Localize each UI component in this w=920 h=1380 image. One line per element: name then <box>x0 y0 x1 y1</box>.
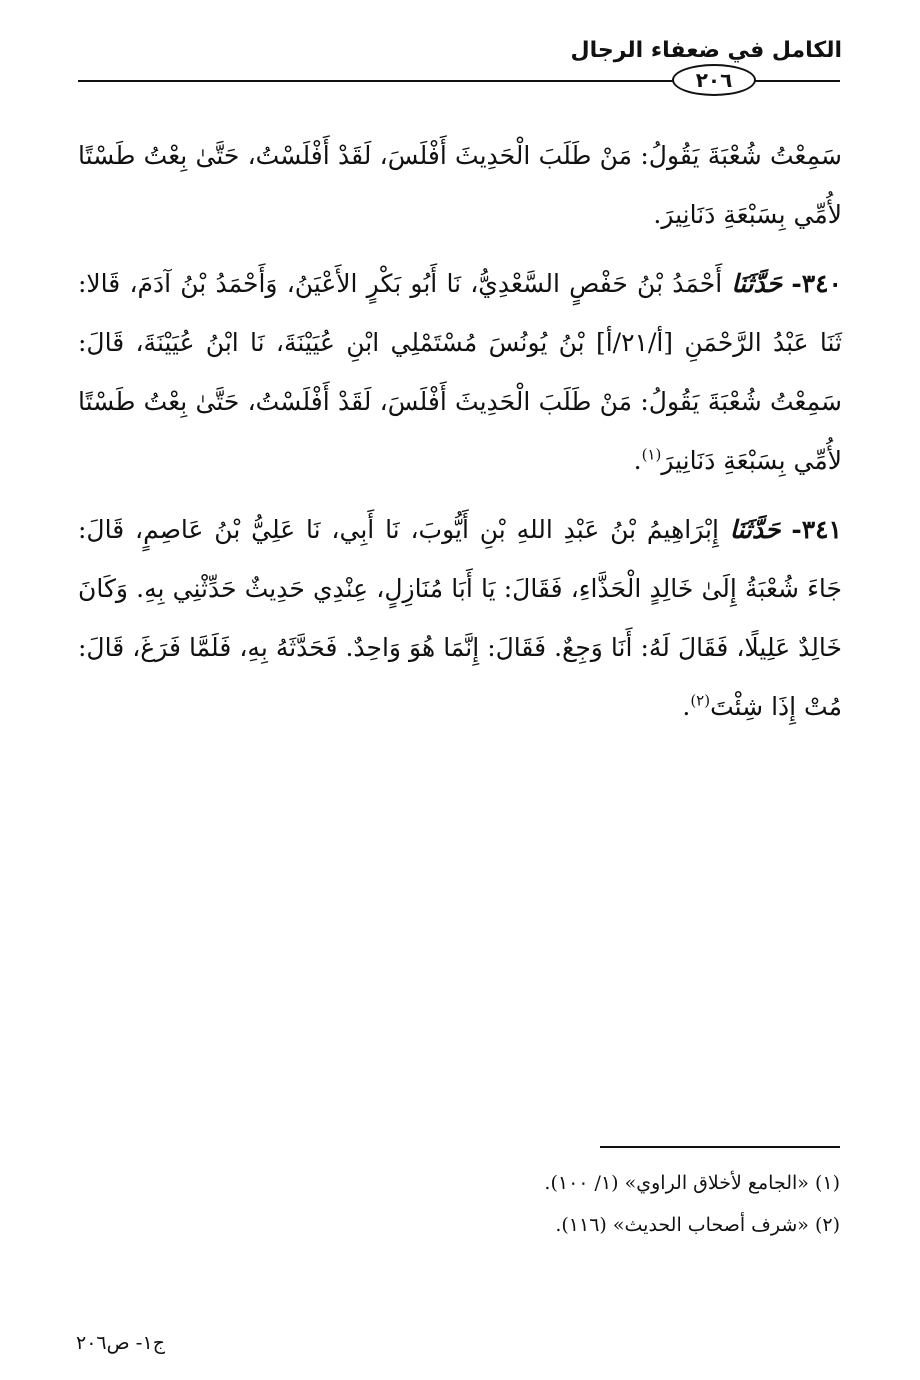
hadith-341 <box>78 500 842 736</box>
running-head-title: الكامل في ضعفاء الرجال <box>570 38 842 63</box>
main-text <box>78 126 842 746</box>
footnote-reference[interactable]: (١) <box>641 445 662 464</box>
page-number-badge: ٢٠٦ <box>672 64 756 96</box>
hadith-number: ٣٤١- <box>791 515 842 544</box>
footnote-separator <box>600 1146 840 1148</box>
footnotes <box>80 1162 840 1246</box>
hadith-340 <box>78 254 842 490</box>
sentence-end: . <box>682 692 691 721</box>
paragraph-text: سَمِعْتُ شُعْبَةَ يَقُولُ: مَنْ طَلَبَ الْحَدِيثَ أَفْلَسَ، لَقَدْ أَفْلَسْتُ، حَتَّىٰ بِعْتُ طَسْتًا لأُمِّي بِسَبْعَةِ دَنَانِيرَ. <box>78 141 842 229</box>
footnote-reference[interactable]: (٢) <box>690 691 711 710</box>
footnote-2: (٢) «شرف أصحاب الحديث» (١١٦). <box>555 1214 840 1236</box>
footnote-1: (١) «الجامع لأخلاق الراوي» (١/ ١٠٠). <box>544 1172 840 1194</box>
hadith-lead-word: حَدَّثَنَا <box>729 515 781 544</box>
sentence-end: . <box>633 446 642 475</box>
hadith-text: أَحْمَدُ بْنُ حَفْصٍ السَّعْدِيُّ، نَا أَبُو بَكْرٍ الأَعْيَنُ، وَأَحْمَدُ بْنُ آدَمَ، قَالا: ثَنَا عَبْدُ الرَّحْمَنِ [أ/٢١/أ] بْنُ يُونُسَ مُسْتَمْلِي ابْنِ عُيَيْنَةَ، نَا ابْنُ عُيَيْنَةَ، قَالَ: سَمِعْتُ شُعْبَةَ يَقُولُ: مَنْ طَلَبَ الْحَدِيثَ أَفْلَسَ، لَقَدْ أَفْلَسْتُ، حَتَّىٰ بِعْتُ طَسْتًا لأُمِّي بِسَبْعَةِ دَنَانِيرَ <box>78 269 842 475</box>
volume-page-folio: ج١- ص٢٠٦ <box>76 1332 165 1354</box>
hadith-text: إِبْرَاهِيمُ بْنُ عَبْدِ اللهِ بْنِ أَيُّوبَ، نَا أَبِي، نَا عَلِيُّ بْنُ عَاصِمٍ، قَالَ: جَاءَ شُعْبَةُ إِلَىٰ خَالِدٍ الْحَذَّاءِ، فَقَالَ: يَا أَبَا مُنَازِلٍ، عِنْدِي حَدِيثٌ حَدِّثْنِي بِهِ. وَكَانَ خَالِدٌ عَلِيلًا، فَقَالَ لَهُ: أَنَا وَجِعٌ. فَقَالَ: إِنَّمَا هُوَ وَاحِدٌ. فَحَدَّثَهُ بِهِ، فَلَمَّا فَرَغَ، قَالَ: مُتْ إِذَا شِئْتَ <box>78 515 842 721</box>
hadith-number: ٣٤٠- <box>791 269 842 298</box>
paragraph-continuation <box>78 126 842 244</box>
hadith-lead-word: حَدَّثَنَا <box>731 269 783 298</box>
